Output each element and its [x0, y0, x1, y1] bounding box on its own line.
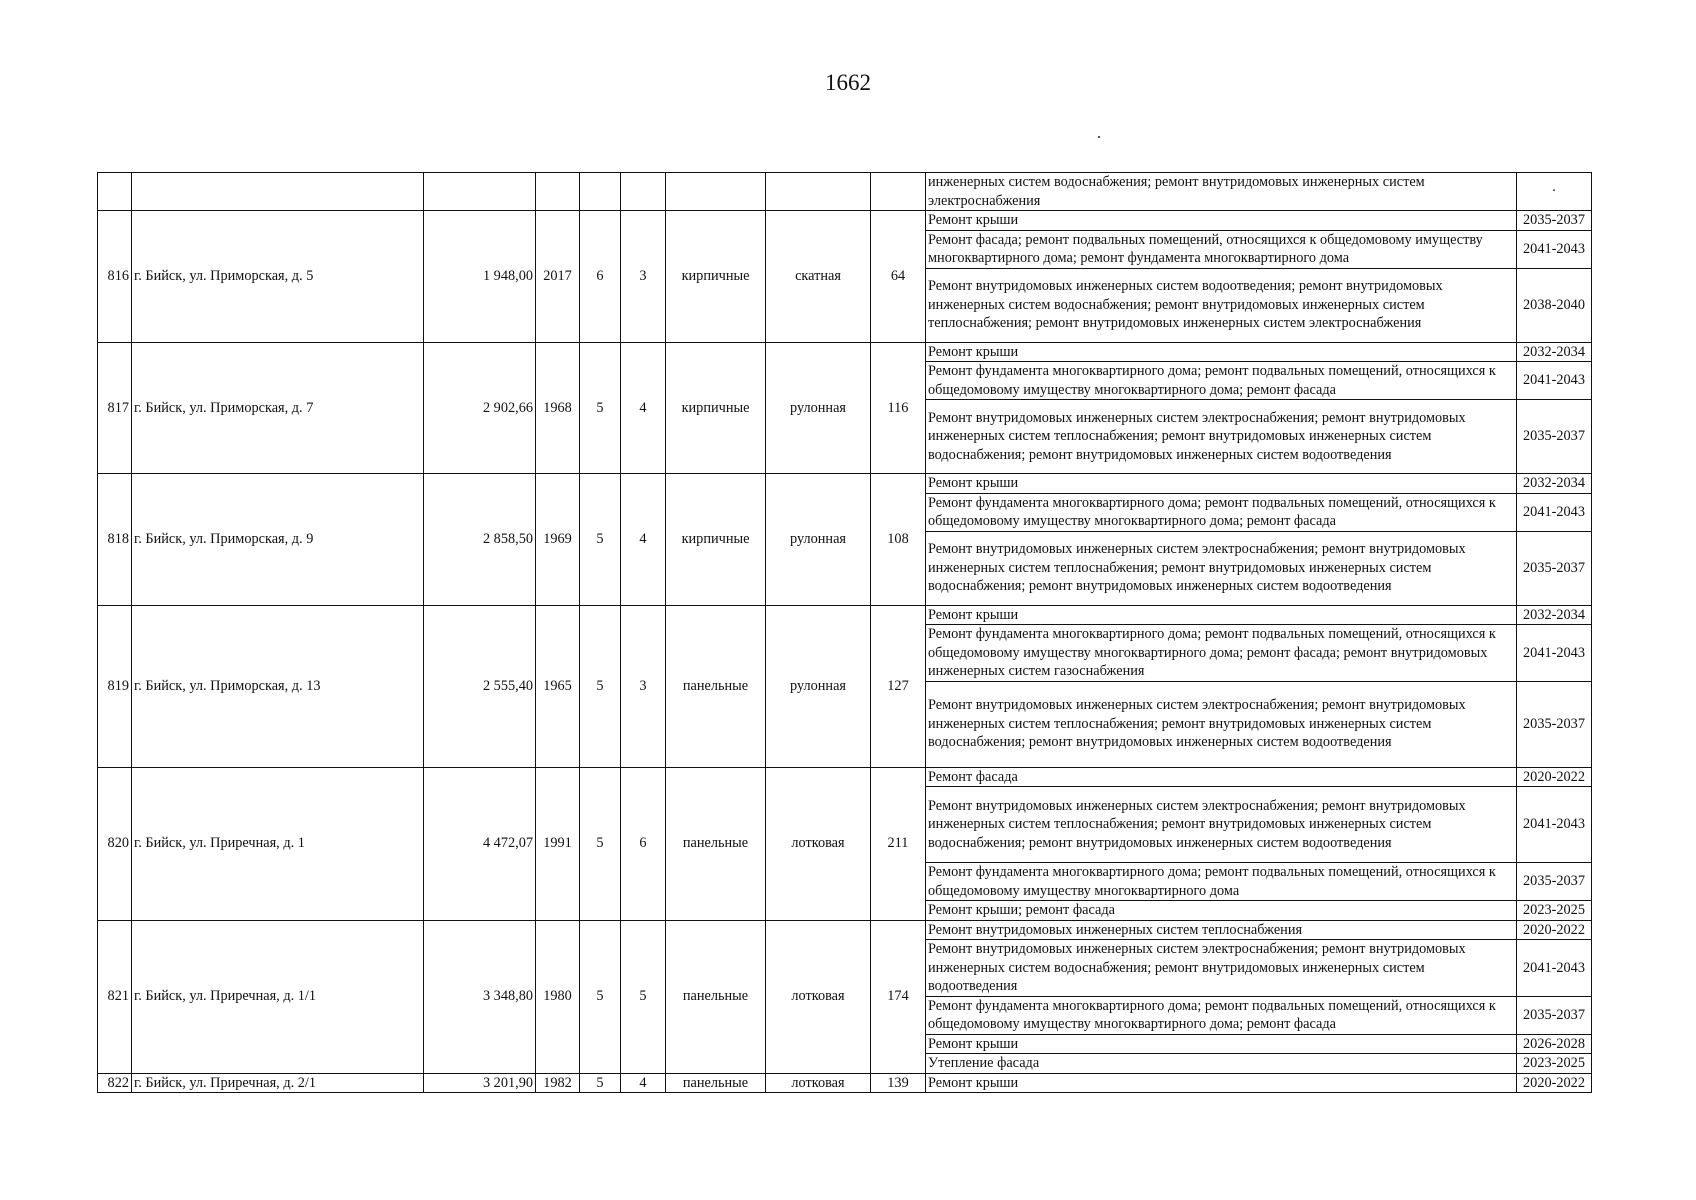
- work-period: 2041-2043: [1517, 787, 1592, 863]
- house-address: г. Бийск, ул. Приморская, д. 7: [132, 342, 424, 474]
- house-entrances: 6: [621, 767, 666, 920]
- house-area: 2 858,50: [424, 474, 536, 606]
- continued-work-period: ·: [1517, 173, 1592, 211]
- capital-repair-table: [97, 172, 1592, 1093]
- wall-material: кирпичные: [666, 474, 766, 606]
- work-description: Ремонт крыши: [926, 605, 1517, 625]
- table-row: [98, 767, 1592, 787]
- work-description: Ремонт крыши: [926, 1034, 1517, 1054]
- roof-type: скатная: [766, 211, 871, 343]
- apartment-count: 116: [871, 342, 926, 474]
- house-area: 3 201,90: [424, 1073, 536, 1093]
- house-number: 820: [98, 767, 132, 920]
- house-address: г. Бийск, ул. Приречная, д. 1: [132, 767, 424, 920]
- empty-cell: [871, 173, 926, 211]
- house-area: 3 348,80: [424, 920, 536, 1073]
- work-description: Утепление фасада: [926, 1054, 1517, 1074]
- work-period: 2035-2037: [1517, 400, 1592, 474]
- house-address: г. Бийск, ул. Приречная, д. 2/1: [132, 1073, 424, 1093]
- work-description: Ремонт внутридомовых инженерных систем электроснабжения; ремонт внутридомовых инженерных систем теплоснабжения; ремонт внутридомовых инженерных систем водоснабжения; ремонт внутридомовых инженерных систем водоотведения: [926, 531, 1517, 605]
- house-area: 2 902,66: [424, 342, 536, 474]
- table-row: [98, 474, 1592, 494]
- house-year: 1968: [536, 342, 580, 474]
- empty-cell: [666, 173, 766, 211]
- work-period: 2035-2037: [1517, 996, 1592, 1034]
- table-row: [98, 1073, 1592, 1093]
- house-entrances: 5: [621, 920, 666, 1073]
- house-address: г. Бийск, ул. Приречная, д. 1/1: [132, 920, 424, 1073]
- house-year: 1980: [536, 920, 580, 1073]
- wall-material: панельные: [666, 920, 766, 1073]
- work-description: Ремонт внутридомовых инженерных систем теплоснабжения: [926, 920, 1517, 940]
- page-number: 1662: [825, 70, 871, 95]
- house-floors: 6: [580, 211, 621, 343]
- house-address: г. Бийск, ул. Приморская, д. 9: [132, 474, 424, 606]
- empty-cell: [580, 173, 621, 211]
- roof-type: рулонная: [766, 342, 871, 474]
- house-area: 2 555,40: [424, 605, 536, 767]
- table-row: [98, 920, 1592, 940]
- wall-material: кирпичные: [666, 211, 766, 343]
- house-entrances: 3: [621, 211, 666, 343]
- work-period: 2023-2025: [1517, 901, 1592, 921]
- house-year: 1982: [536, 1073, 580, 1093]
- work-description: Ремонт фундамента многоквартирного дома; ремонт подвальных помещений, относящихся к общедомовому имуществу многоквартирного дома; ремонт фасада: [926, 362, 1517, 400]
- table-row: [98, 342, 1592, 362]
- roof-type: лотковая: [766, 767, 871, 920]
- work-period: 2041-2043: [1517, 230, 1592, 268]
- work-description: Ремонт внутридомовых инженерных систем электроснабжения; ремонт внутридомовых инженерных систем водоснабжения; ремонт внутридомовых инженерных систем водоотведения: [926, 940, 1517, 997]
- house-entrances: 4: [621, 474, 666, 606]
- work-description: Ремонт крыши: [926, 342, 1517, 362]
- house-floors: 5: [580, 767, 621, 920]
- work-period: 2041-2043: [1517, 625, 1592, 682]
- apartment-count: 64: [871, 211, 926, 343]
- apartment-count: 139: [871, 1073, 926, 1093]
- work-description: Ремонт фундамента многоквартирного дома; ремонт подвальных помещений, относящихся к общедомовому имуществу многоквартирного дома; ремонт фасада; ремонт внутридомовых инженерных систем газоснабжения: [926, 625, 1517, 682]
- house-address: г. Бийск, ул. Приморская, д. 5: [132, 211, 424, 343]
- house-area: 4 472,07: [424, 767, 536, 920]
- work-description: Ремонт крыши: [926, 1073, 1517, 1093]
- empty-cell: [536, 173, 580, 211]
- work-period: 2038-2040: [1517, 268, 1592, 342]
- house-entrances: 3: [621, 605, 666, 767]
- table-row: [98, 211, 1592, 231]
- work-period: 2035-2037: [1517, 211, 1592, 231]
- apartment-count: 108: [871, 474, 926, 606]
- house-year: 2017: [536, 211, 580, 343]
- house-entrances: 4: [621, 1073, 666, 1093]
- apartment-count: 174: [871, 920, 926, 1073]
- empty-cell: [621, 173, 666, 211]
- work-description: Ремонт крыши; ремонт фасада: [926, 901, 1517, 921]
- house-area: 1 948,00: [424, 211, 536, 343]
- work-period: 2041-2043: [1517, 362, 1592, 400]
- scan-speck: [1098, 136, 1100, 138]
- work-period: 2020-2022: [1517, 767, 1592, 787]
- work-period: 2032-2034: [1517, 605, 1592, 625]
- work-period: 2032-2034: [1517, 474, 1592, 494]
- work-description: Ремонт фасада; ремонт подвальных помещений, относящихся к общедомовому имуществу многоквартирного дома; ремонт фундамента многоквартирного дома: [926, 230, 1517, 268]
- work-description: Ремонт крыши: [926, 211, 1517, 231]
- house-number: 817: [98, 342, 132, 474]
- house-number: 818: [98, 474, 132, 606]
- work-description: Ремонт крыши: [926, 474, 1517, 494]
- house-address: г. Бийск, ул. Приморская, д. 13: [132, 605, 424, 767]
- wall-material: панельные: [666, 767, 766, 920]
- work-period: 2041-2043: [1517, 493, 1592, 531]
- empty-cell: [766, 173, 871, 211]
- roof-type: рулонная: [766, 474, 871, 606]
- work-description: Ремонт внутридомовых инженерных систем водоотведения; ремонт внутридомовых инженерных систем водоснабжения; ремонт внутридомовых инженерных систем теплоснабжения; ремонт внутридомовых инженерных систем электроснабжения: [926, 268, 1517, 342]
- table-row: [98, 605, 1592, 625]
- empty-cell: [132, 173, 424, 211]
- wall-material: панельные: [666, 605, 766, 767]
- work-description: Ремонт фундамента многоквартирного дома; ремонт подвальных помещений, относящихся к общедомовому имуществу многоквартирного дома; ремонт фасада: [926, 493, 1517, 531]
- house-floors: 5: [580, 920, 621, 1073]
- work-period: 2026-2028: [1517, 1034, 1592, 1054]
- apartment-count: 127: [871, 605, 926, 767]
- work-period: 2020-2022: [1517, 920, 1592, 940]
- work-period: 2035-2037: [1517, 681, 1592, 767]
- work-period: 2020-2022: [1517, 1073, 1592, 1093]
- house-year: 1969: [536, 474, 580, 606]
- continued-work-text: инженерных систем водоснабжения; ремонт внутридомовых инженерных систем электроснабжения: [926, 173, 1517, 211]
- house-year: 1991: [536, 767, 580, 920]
- work-period: 2032-2034: [1517, 342, 1592, 362]
- work-description: Ремонт фундамента многоквартирного дома; ремонт подвальных помещений, относящихся к общедомовому имуществу многоквартирного дома; ремонт фасада: [926, 996, 1517, 1034]
- work-period: 2023-2025: [1517, 1054, 1592, 1074]
- house-floors: 5: [580, 474, 621, 606]
- apartment-count: 211: [871, 767, 926, 920]
- table-row-continuation: [98, 173, 1592, 211]
- work-description: Ремонт внутридомовых инженерных систем электроснабжения; ремонт внутридомовых инженерных систем теплоснабжения; ремонт внутридомовых инженерных систем водоснабжения; ремонт внутридомовых инженерных систем водоотведения: [926, 787, 1517, 863]
- work-description: Ремонт фасада: [926, 767, 1517, 787]
- work-period: 2041-2043: [1517, 940, 1592, 997]
- house-entrances: 4: [621, 342, 666, 474]
- wall-material: кирпичные: [666, 342, 766, 474]
- work-description: Ремонт внутридомовых инженерных систем электроснабжения; ремонт внутридомовых инженерных систем теплоснабжения; ремонт внутридомовых инженерных систем водоснабжения; ремонт внутридомовых инженерных систем водоотведения: [926, 400, 1517, 474]
- house-number: 816: [98, 211, 132, 343]
- empty-cell: [424, 173, 536, 211]
- house-year: 1965: [536, 605, 580, 767]
- work-description: Ремонт фундамента многоквартирного дома; ремонт подвальных помещений, относящихся к общедомовому имуществу многоквартирного дома: [926, 863, 1517, 901]
- empty-cell: [98, 173, 132, 211]
- house-number: 822: [98, 1073, 132, 1093]
- house-floors: 5: [580, 1073, 621, 1093]
- roof-type: лотковая: [766, 920, 871, 1073]
- work-description: Ремонт внутридомовых инженерных систем электроснабжения; ремонт внутридомовых инженерных систем теплоснабжения; ремонт внутридомовых инженерных систем водоснабжения; ремонт внутридомовых инженерных систем водоотведения: [926, 681, 1517, 767]
- house-number: 821: [98, 920, 132, 1073]
- wall-material: панельные: [666, 1073, 766, 1093]
- roof-type: лотковая: [766, 1073, 871, 1093]
- work-period: 2035-2037: [1517, 531, 1592, 605]
- work-period: 2035-2037: [1517, 863, 1592, 901]
- house-floors: 5: [580, 342, 621, 474]
- house-number: 819: [98, 605, 132, 767]
- roof-type: рулонная: [766, 605, 871, 767]
- house-floors: 5: [580, 605, 621, 767]
